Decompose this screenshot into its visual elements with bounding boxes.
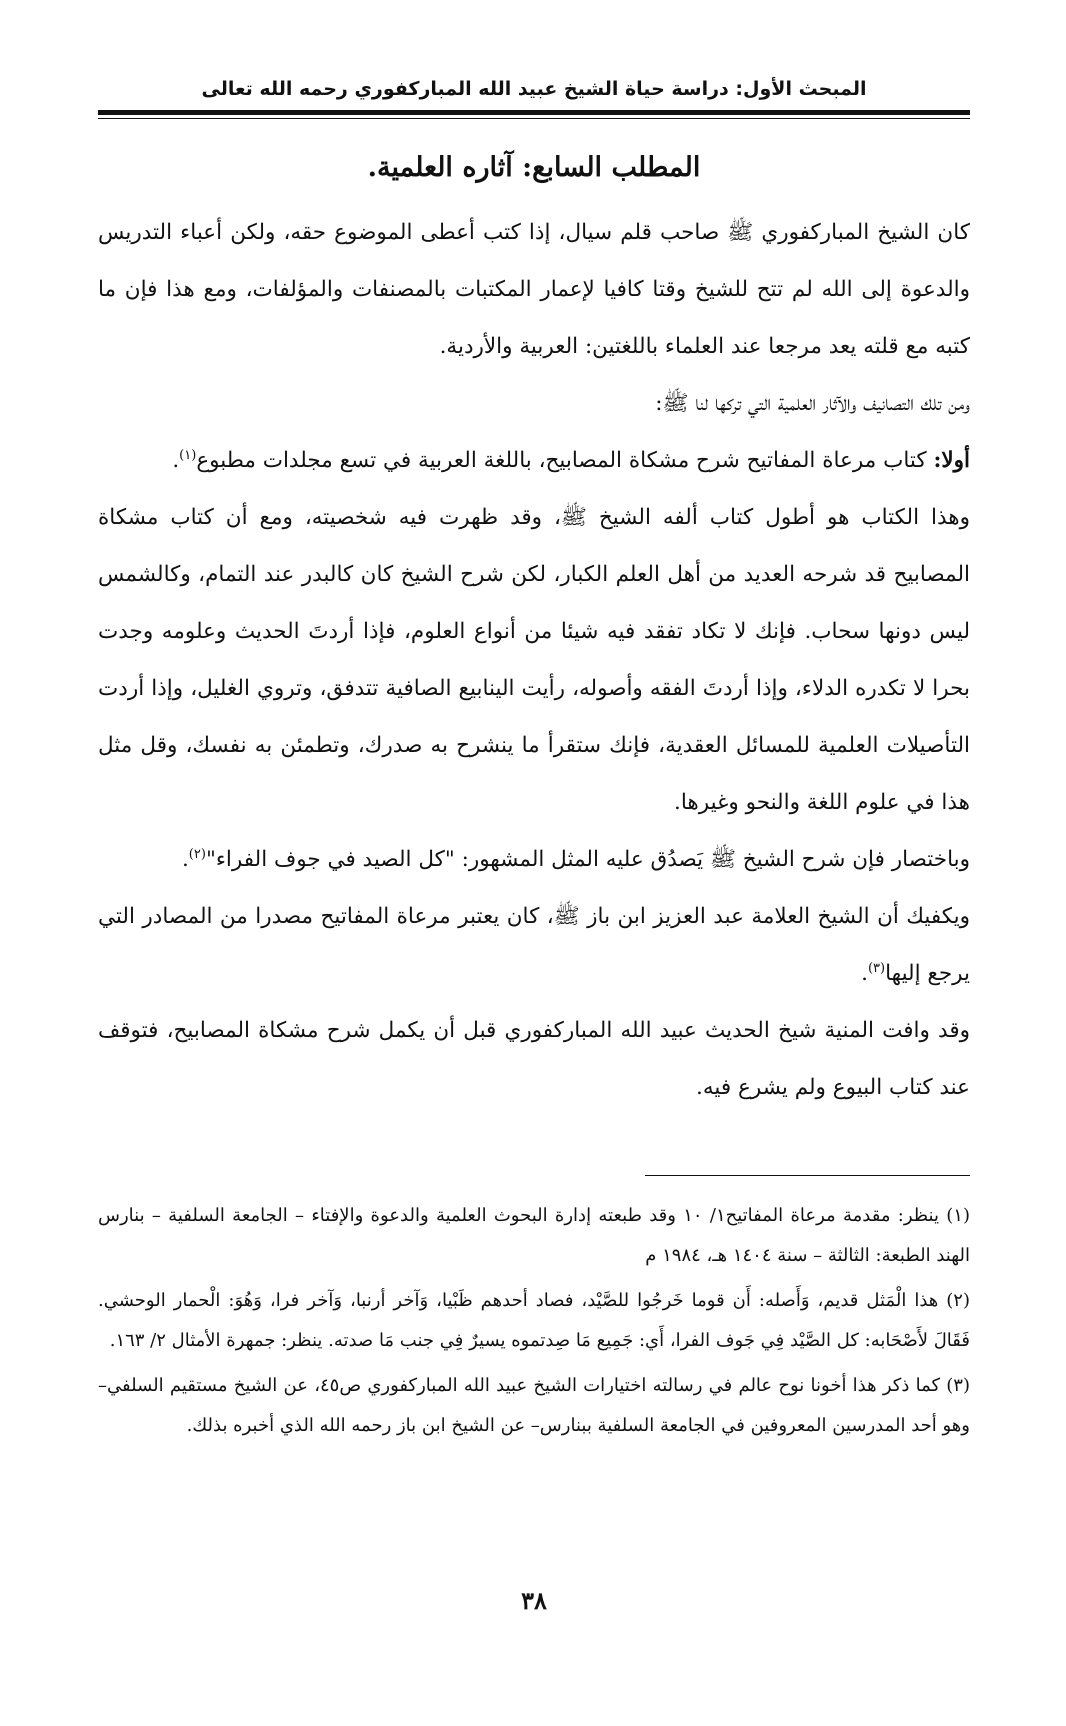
paragraph-text: كتاب مرعاة المفاتيح شرح مشكاة المصابيح، باللغة العربية في تسع مجلدات مطبوع xyxy=(196,448,934,473)
header-rule xyxy=(98,110,970,115)
paragraph: ومن تلك التصانيف والآثار العلمية التي تركها لنا ﷺ: xyxy=(655,391,970,416)
paragraph xyxy=(98,831,970,888)
body-text xyxy=(98,204,970,1116)
document-page xyxy=(98,0,970,1726)
running-header: المبحث الأول: دراسة حياة الشيخ عبيد الله المباركفوري رحمه الله تعالى xyxy=(201,78,867,100)
paragraph-end: . xyxy=(181,847,189,872)
footnote-ref[interactable]: (٢) xyxy=(188,846,206,862)
section-title: المطلب السابع: آثاره العلمية. xyxy=(367,152,701,183)
footnote: (٢) هذا الْمَثل قديم، وَأَصله: أَن قوما خَرجُوا للصَّيْد، فصاد أحدهم ظَبْيا، وَآخر أرنبا، وَآخر فرا، وَهُوَ: الْحمار الوحشي. فَقَالَ لأَصْحَابه: كل الصَّيْد فِي جَوف الفرا، أَي: جَمِيع مَا صِدتموه يسيرٌ فِي جنب مَا صدته. ينظر: جمهرة الأمثال ٢/ ١٦٣. xyxy=(98,1290,970,1351)
page-number: ٣٨ xyxy=(521,1586,547,1615)
paragraph: وقد وافت المنية شيخ الحديث عبيد الله المباركفوري قبل أن يكمل شرح مشكاة المصابيح، فتوقف عند كتاب البيوع ولم يشرع فيه. xyxy=(98,1018,970,1100)
footnote-separator xyxy=(645,1175,970,1176)
header-rule-thin xyxy=(98,118,970,119)
paragraph: كان الشيخ المباركفوري ﷺ صاحب قلم سيال، إذا كتب أعطى الموضوع حقه، ولكن أعباء التدريس والدعوة إلى الله لم تتح للشيخ وقتا كافيا لإعمار المكتبات بالمصنفات والمؤلفات، ومع هذا فإن ما كتبه مع قلته يعد مرجعا عند العلماء باللغتين: العربية والأردية. xyxy=(98,220,970,359)
paragraph-end: . xyxy=(861,961,868,986)
footnote-ref[interactable]: (١) xyxy=(179,447,197,463)
paragraph xyxy=(98,432,970,489)
footnote: (٣) كما ذكر هذا أخونا نوح عالم في رسالته اختيارات الشيخ عبيد الله المباركفوري ص٤٥، عن الشيخ مستقيم السلفي–وهو أحد المدرسين المعروفين في الجامعة السلفية ببنارس– عن الشيخ ابن باز رحمه الله الذي أخبره بذلك. xyxy=(98,1375,970,1436)
footnote: (١) ينظر: مقدمة مرعاة المفاتيح١/ ١٠ وقد طبعته إدارة البحوث العلمية والدعوة والإفتاء – الجامعة السلفية – بنارس الهند الطبعة: الثالثة – سنة ١٤٠٤ هـ، ١٩٨٤ م xyxy=(98,1205,970,1266)
footnotes xyxy=(98,1196,970,1451)
paragraph: وهذا الكتاب هو أطول كتاب ألفه الشيخ ﷺ، وقد ظهرت فيه شخصيته، ومع أن كتاب مشكاة المصابيح قد شرحه العديد من أهل العلم الكبار، لكن شرح الشيخ كان كالبدر عند التمام، وكالشمس ليس دونها سحاب. فإنك لا تكاد تفقد فيه شيئا من أنواع العلوم، فإذا أردتَ الحديث وعلومه وجدت بحرا لا تكدره الدلاء، وإذا أردتَ الفقه وأصوله، رأيت الينابيع الصافية تتدفق، وتروي الغليل، وإذا أردت التأصيلات العلمية للمسائل العقدية، فإنك ستقرأ ما ينشرح به صدرك، وتطمئن به نفسك، وقل مثل هذا في علوم اللغة والنحو وغيرها. xyxy=(98,505,970,815)
footnote-ref[interactable]: (٣) xyxy=(867,960,886,976)
paragraph-end: . xyxy=(172,448,180,473)
paragraph xyxy=(98,888,970,1002)
paragraph-text: وباختصار فإن شرح الشيخ ﷺ يَصدُق عليه المثل المشهور: "كل الصيد في جوف الفراء" xyxy=(205,847,970,872)
paragraph-text: ويكفيك أن الشيخ العلامة عبد العزيز ابن باز ﷺ، كان يعتبر مرعاة المفاتيح مصدرا من المصادر التي يرجع إليها xyxy=(98,904,970,986)
list-lead: أولا: xyxy=(933,448,970,473)
